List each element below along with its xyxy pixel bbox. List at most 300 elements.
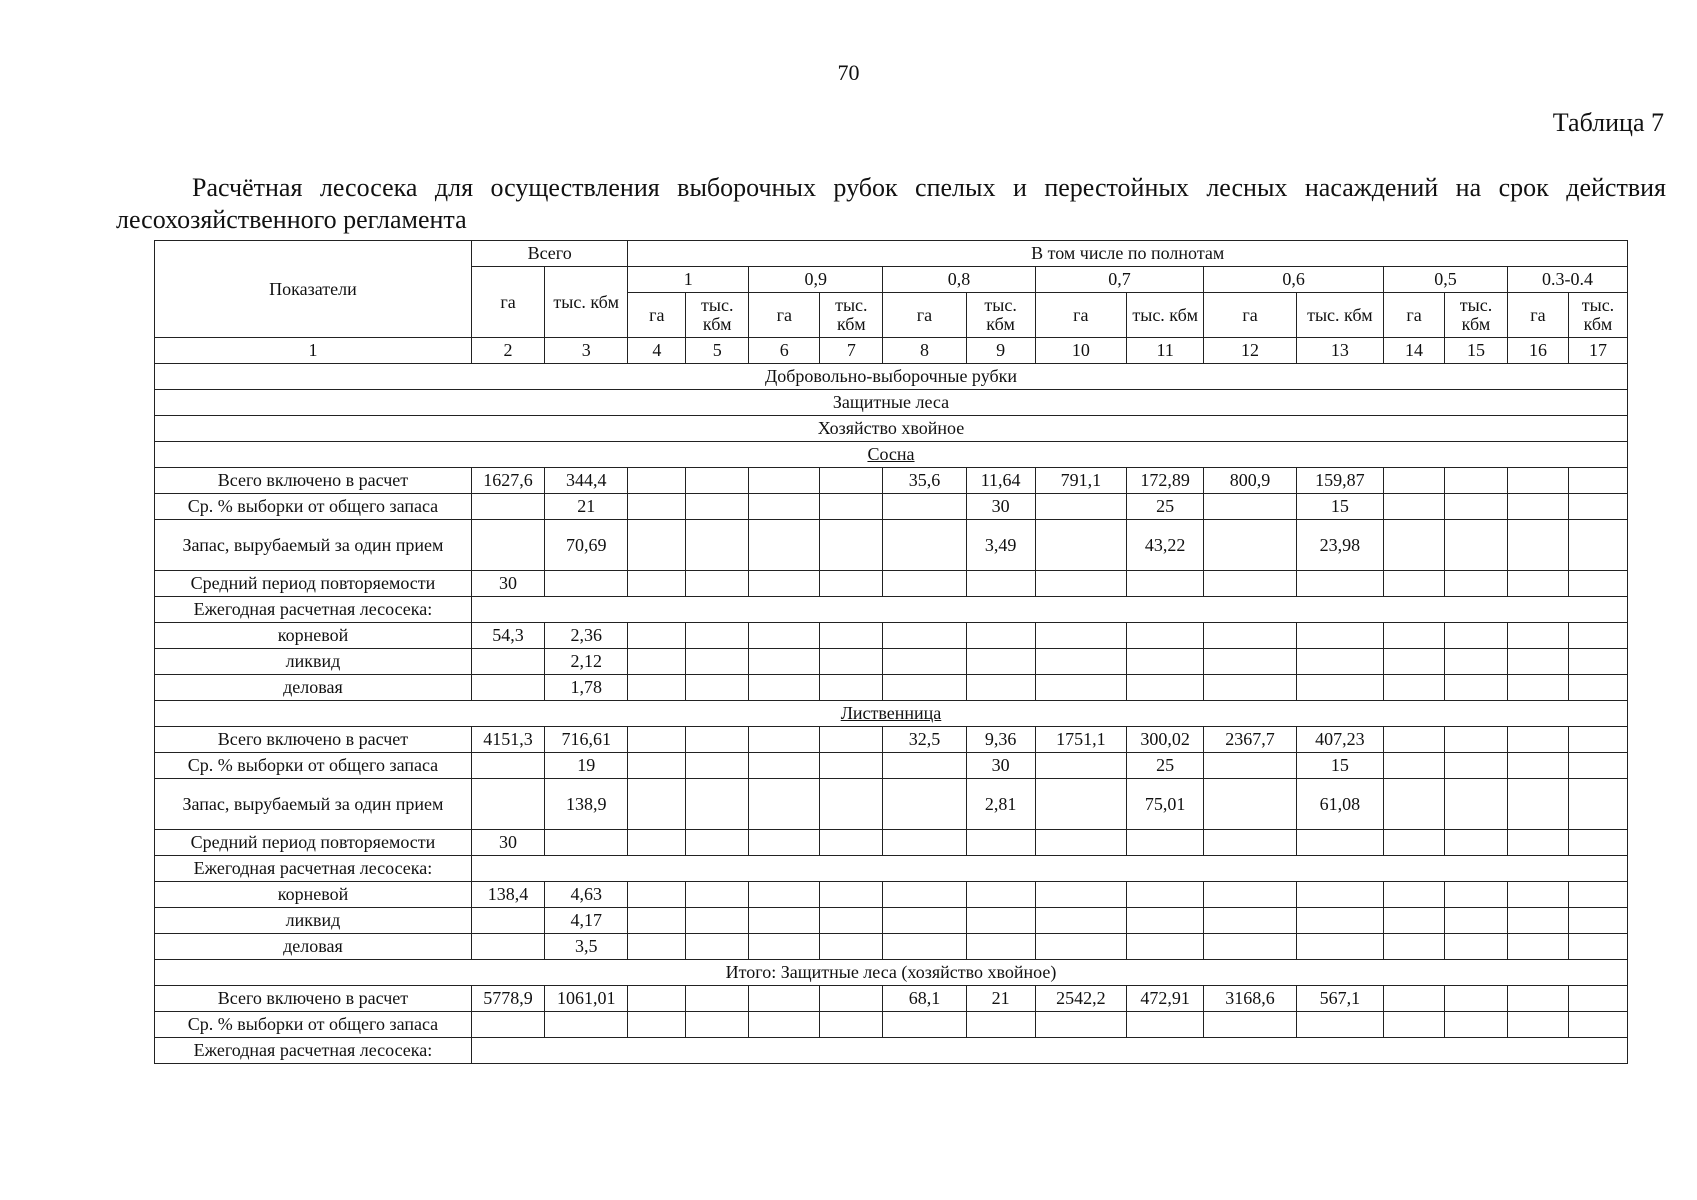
value-cell: 68,1 xyxy=(883,986,966,1012)
header-unit-ha: га xyxy=(1204,293,1296,338)
value-cell xyxy=(1035,753,1126,779)
table-row xyxy=(155,571,1628,597)
value-cell xyxy=(1127,675,1204,701)
value-cell: 407,23 xyxy=(1296,727,1383,753)
header-total: Всего xyxy=(471,241,627,267)
value-cell xyxy=(1568,830,1627,856)
empty-cell xyxy=(471,856,1627,882)
value-cell xyxy=(1296,623,1383,649)
column-numbers-row xyxy=(155,338,1628,364)
value-cell: 172,89 xyxy=(1127,468,1204,494)
value-cell xyxy=(1507,934,1568,960)
value-cell xyxy=(471,779,544,830)
value-cell xyxy=(1445,494,1508,520)
column-number: 12 xyxy=(1204,338,1296,364)
row-label: Ср. % выборки от общего запаса xyxy=(155,1012,472,1038)
value-cell: 1751,1 xyxy=(1035,727,1126,753)
value-cell xyxy=(1204,882,1296,908)
value-cell xyxy=(820,623,883,649)
value-cell xyxy=(1384,649,1445,675)
value-cell xyxy=(1384,986,1445,1012)
value-cell xyxy=(820,571,883,597)
column-number: 13 xyxy=(1296,338,1383,364)
value-cell xyxy=(1204,753,1296,779)
value-cell xyxy=(1507,830,1568,856)
row-label: ликвид xyxy=(155,649,472,675)
value-cell xyxy=(1204,1012,1296,1038)
value-cell xyxy=(628,908,686,934)
value-cell xyxy=(820,882,883,908)
value-cell xyxy=(749,494,820,520)
value-cell xyxy=(1445,675,1508,701)
value-cell xyxy=(545,830,628,856)
value-cell: 344,4 xyxy=(545,468,628,494)
value-cell xyxy=(883,649,966,675)
value-cell: 35,6 xyxy=(883,468,966,494)
value-cell xyxy=(1127,908,1204,934)
column-number: 14 xyxy=(1384,338,1445,364)
value-cell xyxy=(1568,649,1627,675)
table-row xyxy=(155,675,1628,701)
value-cell xyxy=(1384,468,1445,494)
table-row xyxy=(155,779,1628,830)
value-cell xyxy=(471,494,544,520)
felling-table xyxy=(154,240,1628,1064)
value-cell xyxy=(820,830,883,856)
value-cell xyxy=(966,830,1035,856)
header-indicators: Показатели xyxy=(155,241,472,338)
value-cell xyxy=(1204,571,1296,597)
section-row xyxy=(155,416,1628,442)
value-cell xyxy=(1296,1012,1383,1038)
value-cell: 1627,6 xyxy=(471,468,544,494)
value-cell xyxy=(1445,468,1508,494)
column-number: 16 xyxy=(1507,338,1568,364)
value-cell xyxy=(1296,830,1383,856)
value-cell xyxy=(471,649,544,675)
value-cell xyxy=(1445,727,1508,753)
value-cell xyxy=(749,571,820,597)
document-title: Расчётная лесосека для осуществления выборочных рубок спелых и перестойных лесных насаждений на срок действия лесохозяйственного регламента xyxy=(116,173,1666,234)
value-cell xyxy=(1204,675,1296,701)
row-label: Всего включено в расчет xyxy=(155,468,472,494)
value-cell xyxy=(628,779,686,830)
value-cell xyxy=(749,468,820,494)
value-cell xyxy=(1035,779,1126,830)
value-cell xyxy=(628,520,686,571)
value-cell xyxy=(1035,494,1126,520)
header-density: 0,8 xyxy=(883,267,1035,293)
value-cell: 30 xyxy=(966,494,1035,520)
value-cell: 138,9 xyxy=(545,779,628,830)
value-cell xyxy=(1507,753,1568,779)
value-cell: 2,81 xyxy=(966,779,1035,830)
value-cell: 61,08 xyxy=(1296,779,1383,830)
row-label: Ср. % выборки от общего запаса xyxy=(155,753,472,779)
value-cell xyxy=(1445,934,1508,960)
value-cell xyxy=(1507,882,1568,908)
page-number: 70 xyxy=(837,60,860,85)
value-cell: 32,5 xyxy=(883,727,966,753)
value-cell xyxy=(1384,494,1445,520)
value-cell xyxy=(628,571,686,597)
value-cell xyxy=(883,571,966,597)
value-cell: 3,49 xyxy=(966,520,1035,571)
value-cell xyxy=(471,753,544,779)
value-cell xyxy=(1445,908,1508,934)
value-cell xyxy=(749,986,820,1012)
header-unit-m3: тыс. кбм xyxy=(1568,293,1627,338)
column-number: 10 xyxy=(1035,338,1126,364)
value-cell xyxy=(628,830,686,856)
value-cell xyxy=(1384,571,1445,597)
value-cell xyxy=(1035,649,1126,675)
section-row xyxy=(155,442,1628,468)
value-cell xyxy=(1296,908,1383,934)
header-density: 0,6 xyxy=(1204,267,1384,293)
value-cell xyxy=(1127,649,1204,675)
value-cell xyxy=(1204,908,1296,934)
row-label: Ежегодная расчетная лесосека: xyxy=(155,856,472,882)
table-row xyxy=(155,1012,1628,1038)
value-cell xyxy=(749,649,820,675)
column-number: 7 xyxy=(820,338,883,364)
value-cell xyxy=(1445,1012,1508,1038)
value-cell: 2367,7 xyxy=(1204,727,1296,753)
value-cell xyxy=(749,727,820,753)
value-cell xyxy=(820,986,883,1012)
value-cell: 43,22 xyxy=(1127,520,1204,571)
value-cell xyxy=(628,623,686,649)
value-cell: 9,36 xyxy=(966,727,1035,753)
value-cell xyxy=(1384,830,1445,856)
value-cell xyxy=(686,986,749,1012)
value-cell xyxy=(883,882,966,908)
value-cell xyxy=(1568,727,1627,753)
value-cell xyxy=(1384,727,1445,753)
value-cell: 159,87 xyxy=(1296,468,1383,494)
value-cell xyxy=(1035,675,1126,701)
value-cell xyxy=(1445,830,1508,856)
value-cell xyxy=(628,468,686,494)
value-cell: 1,78 xyxy=(545,675,628,701)
value-cell xyxy=(628,727,686,753)
value-cell xyxy=(749,934,820,960)
value-cell: 1061,01 xyxy=(545,986,628,1012)
value-cell xyxy=(820,934,883,960)
empty-cell xyxy=(471,1038,1627,1064)
value-cell: 300,02 xyxy=(1127,727,1204,753)
value-cell xyxy=(1445,986,1508,1012)
value-cell: 19 xyxy=(545,753,628,779)
value-cell xyxy=(966,675,1035,701)
value-cell: 11,64 xyxy=(966,468,1035,494)
value-cell: 21 xyxy=(966,986,1035,1012)
value-cell: 138,4 xyxy=(471,882,544,908)
table-row xyxy=(155,856,1628,882)
section-row xyxy=(155,701,1628,727)
value-cell xyxy=(820,468,883,494)
section-heading: Добровольно-выборочные рубки xyxy=(155,364,1628,390)
value-cell xyxy=(686,1012,749,1038)
column-number: 6 xyxy=(749,338,820,364)
value-cell xyxy=(686,649,749,675)
table-body xyxy=(155,241,1628,1064)
value-cell xyxy=(1507,494,1568,520)
value-cell: 5778,9 xyxy=(471,986,544,1012)
value-cell xyxy=(966,908,1035,934)
value-cell xyxy=(749,623,820,649)
value-cell xyxy=(749,520,820,571)
value-cell: 2,36 xyxy=(545,623,628,649)
column-number: 1 xyxy=(155,338,472,364)
table-row xyxy=(155,882,1628,908)
value-cell xyxy=(1507,779,1568,830)
table-row xyxy=(155,520,1628,571)
value-cell xyxy=(1035,623,1126,649)
value-cell xyxy=(1204,623,1296,649)
value-cell xyxy=(820,779,883,830)
column-number: 5 xyxy=(686,338,749,364)
value-cell xyxy=(1568,986,1627,1012)
value-cell xyxy=(1568,675,1627,701)
value-cell xyxy=(820,908,883,934)
section-heading: Защитные леса xyxy=(155,390,1628,416)
row-label: Ежегодная расчетная лесосека: xyxy=(155,1038,472,1064)
value-cell: 25 xyxy=(1127,753,1204,779)
value-cell xyxy=(1568,882,1627,908)
value-cell: 25 xyxy=(1127,494,1204,520)
table-row xyxy=(155,908,1628,934)
column-number: 8 xyxy=(883,338,966,364)
column-number: 4 xyxy=(628,338,686,364)
value-cell xyxy=(1035,934,1126,960)
value-cell xyxy=(628,934,686,960)
value-cell xyxy=(1127,934,1204,960)
value-cell xyxy=(1568,468,1627,494)
value-cell xyxy=(966,934,1035,960)
value-cell xyxy=(1035,1012,1126,1038)
row-label: Ежегодная расчетная лесосека: xyxy=(155,597,472,623)
header-density: 0.3-0.4 xyxy=(1507,267,1627,293)
value-cell xyxy=(966,571,1035,597)
value-cell xyxy=(1035,882,1126,908)
header-unit-m3: тыс. кбм xyxy=(820,293,883,338)
section-heading: Итого: Защитные леса (хозяйство хвойное) xyxy=(155,960,1628,986)
value-cell xyxy=(883,1012,966,1038)
value-cell xyxy=(749,753,820,779)
value-cell: 4151,3 xyxy=(471,727,544,753)
value-cell: 567,1 xyxy=(1296,986,1383,1012)
header-unit-m3: тыс. кбм xyxy=(1296,293,1383,338)
table-row xyxy=(155,753,1628,779)
value-cell xyxy=(1384,753,1445,779)
value-cell xyxy=(1445,753,1508,779)
value-cell xyxy=(628,753,686,779)
header-unit-ha: га xyxy=(749,293,820,338)
header-unit-m3: тыс. кбм xyxy=(1127,293,1204,338)
header-density: 0,9 xyxy=(749,267,883,293)
column-number: 2 xyxy=(471,338,544,364)
value-cell xyxy=(686,882,749,908)
row-label: Всего включено в расчет xyxy=(155,727,472,753)
value-cell xyxy=(1384,1012,1445,1038)
row-label: Средний период повторяемости xyxy=(155,830,472,856)
value-cell xyxy=(628,1012,686,1038)
value-cell xyxy=(1445,649,1508,675)
row-label: Средний период повторяемости xyxy=(155,571,472,597)
value-cell xyxy=(628,649,686,675)
row-label: ликвид xyxy=(155,908,472,934)
value-cell xyxy=(1384,623,1445,649)
value-cell xyxy=(1568,934,1627,960)
value-cell xyxy=(749,908,820,934)
header-unit-ha: га xyxy=(883,293,966,338)
value-cell xyxy=(883,779,966,830)
value-cell xyxy=(1507,908,1568,934)
value-cell xyxy=(686,908,749,934)
value-cell xyxy=(966,1012,1035,1038)
table-row xyxy=(155,597,1628,623)
value-cell xyxy=(1507,520,1568,571)
table-row xyxy=(155,623,1628,649)
value-cell xyxy=(1296,571,1383,597)
header-row-1 xyxy=(155,241,1628,267)
value-cell xyxy=(545,1012,628,1038)
value-cell xyxy=(471,1012,544,1038)
value-cell xyxy=(1204,934,1296,960)
section-heading: Сосна xyxy=(155,442,1628,468)
value-cell xyxy=(471,908,544,934)
value-cell xyxy=(883,494,966,520)
column-number: 9 xyxy=(966,338,1035,364)
value-cell xyxy=(628,986,686,1012)
value-cell: 4,17 xyxy=(545,908,628,934)
value-cell: 30 xyxy=(471,571,544,597)
value-cell xyxy=(1384,908,1445,934)
column-number: 3 xyxy=(545,338,628,364)
value-cell xyxy=(1507,649,1568,675)
header-unit-ha: га xyxy=(1507,293,1568,338)
value-cell xyxy=(820,1012,883,1038)
header-total-ha: га xyxy=(471,267,544,338)
value-cell xyxy=(1204,830,1296,856)
value-cell xyxy=(686,468,749,494)
value-cell xyxy=(1384,934,1445,960)
value-cell xyxy=(1568,494,1627,520)
value-cell xyxy=(686,494,749,520)
value-cell xyxy=(1035,520,1126,571)
value-cell xyxy=(1568,623,1627,649)
value-cell xyxy=(749,1012,820,1038)
value-cell xyxy=(1035,830,1126,856)
header-unit-m3: тыс. кбм xyxy=(966,293,1035,338)
value-cell xyxy=(1445,520,1508,571)
section-row xyxy=(155,390,1628,416)
value-cell xyxy=(1035,571,1126,597)
section-row xyxy=(155,364,1628,390)
table-row xyxy=(155,727,1628,753)
row-label: деловая xyxy=(155,934,472,960)
value-cell: 3168,6 xyxy=(1204,986,1296,1012)
header-density: 0,5 xyxy=(1384,267,1508,293)
header-unit-m3: тыс. кбм xyxy=(1445,293,1508,338)
header-density: 0,7 xyxy=(1035,267,1204,293)
value-cell: 75,01 xyxy=(1127,779,1204,830)
value-cell xyxy=(1127,882,1204,908)
value-cell xyxy=(1445,882,1508,908)
value-cell xyxy=(883,753,966,779)
value-cell xyxy=(1384,882,1445,908)
value-cell: 716,61 xyxy=(545,727,628,753)
value-cell xyxy=(1507,571,1568,597)
value-cell: 15 xyxy=(1296,494,1383,520)
value-cell xyxy=(471,675,544,701)
value-cell: 800,9 xyxy=(1204,468,1296,494)
header-unit-ha: га xyxy=(1384,293,1445,338)
value-cell xyxy=(966,649,1035,675)
value-cell xyxy=(883,520,966,571)
row-label: деловая xyxy=(155,675,472,701)
value-cell xyxy=(545,571,628,597)
value-cell xyxy=(749,830,820,856)
value-cell xyxy=(1296,934,1383,960)
value-cell xyxy=(1204,520,1296,571)
value-cell xyxy=(820,675,883,701)
column-number: 11 xyxy=(1127,338,1204,364)
value-cell: 3,5 xyxy=(545,934,628,960)
value-cell xyxy=(1296,675,1383,701)
value-cell xyxy=(1127,1012,1204,1038)
value-cell xyxy=(1035,908,1126,934)
value-cell xyxy=(820,727,883,753)
value-cell xyxy=(686,779,749,830)
header-unit-ha: га xyxy=(1035,293,1126,338)
column-number: 17 xyxy=(1568,338,1627,364)
value-cell xyxy=(1204,779,1296,830)
value-cell xyxy=(1568,571,1627,597)
value-cell xyxy=(1568,908,1627,934)
value-cell xyxy=(628,675,686,701)
value-cell xyxy=(471,520,544,571)
value-cell xyxy=(883,934,966,960)
header-unit-m3: тыс. кбм xyxy=(686,293,749,338)
row-label: Запас, вырубаемый за один прием xyxy=(155,520,472,571)
value-cell xyxy=(628,494,686,520)
value-cell: 54,3 xyxy=(471,623,544,649)
value-cell xyxy=(883,830,966,856)
value-cell xyxy=(1127,623,1204,649)
table-row xyxy=(155,986,1628,1012)
value-cell xyxy=(686,753,749,779)
value-cell xyxy=(686,571,749,597)
value-cell xyxy=(749,675,820,701)
value-cell xyxy=(1384,779,1445,830)
value-cell xyxy=(820,649,883,675)
empty-cell xyxy=(471,597,1627,623)
value-cell: 2,12 xyxy=(545,649,628,675)
value-cell xyxy=(1384,520,1445,571)
value-cell xyxy=(966,623,1035,649)
value-cell: 15 xyxy=(1296,753,1383,779)
header-unit-ha: га xyxy=(628,293,686,338)
value-cell xyxy=(749,882,820,908)
value-cell xyxy=(1507,675,1568,701)
value-cell: 791,1 xyxy=(1035,468,1126,494)
value-cell xyxy=(1507,727,1568,753)
row-label: корневой xyxy=(155,882,472,908)
value-cell xyxy=(883,675,966,701)
